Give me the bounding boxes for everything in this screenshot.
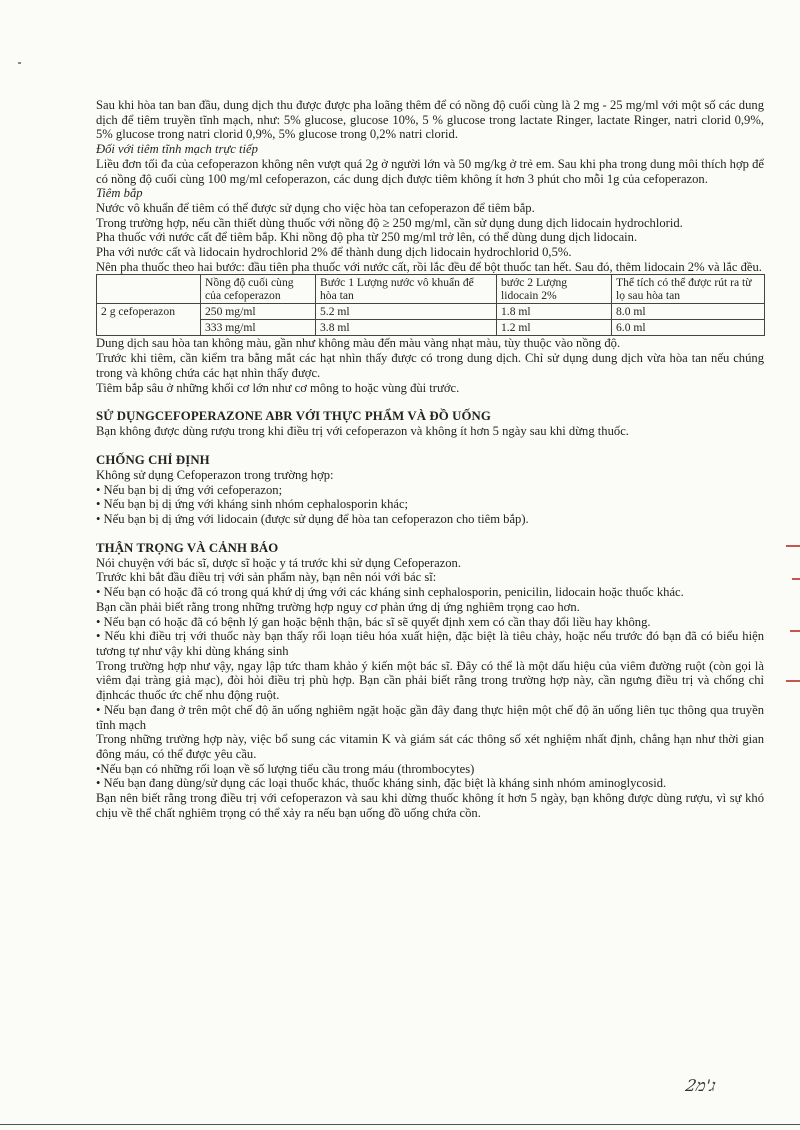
iv-subheading: Đối với tiêm tĩnh mạch trực tiếp (96, 142, 258, 157)
contra-item: • Nếu bạn bị dị ứng với lidocain (được sử dụng để hòa tan cefoperazon cho tiêm bắp). (96, 512, 529, 527)
im-line: Pha với nước cất và lidocain hydrochlorid 2% để thành dung dịch lidocain hydrochlorid 0,5%. (96, 245, 572, 260)
warning-line: Trước khi bắt đầu điều trị với sản phẩm này, bạn nên nói với bác sĩ: (96, 570, 437, 585)
scan-speck (18, 62, 21, 64)
table-cell: 1.2 ml (497, 320, 612, 336)
handwritten-signature: ג'מ2 (684, 1076, 718, 1095)
table-header-cell: Bước 1 Lượng nước vô khuẩn để hòa tan (316, 275, 497, 304)
warning-line: Bạn nên biết rằng trong điều trị với cefoperazon và sau khi dừng thuốc không ít hơn 5 ngày, bạn không được dùng rượu, vì sự khó chịu về thể chất nghiêm trọng có thể xảy ra nếu bạn uống đồ uống chứa cồn. (96, 791, 764, 820)
section-heading-warnings: THẬN TRỌNG VÀ CẢNH BÁO (96, 540, 279, 555)
im-line: Trong trường hợp, nếu cần thiết dùng thuốc với nồng độ ≥ 250 mg/ml, cần sử dụng dung dịch lidocain hydrochlorid. (96, 215, 683, 230)
margin-stamp-fragment (786, 680, 800, 682)
warning-line: • Nếu khi điều trị với thuốc này bạn thấy rối loạn tiêu hóa xuất hiện, đặc biệt là tiêu chảy, hoặc nếu trước đó bạn đã có biểu hiện tương tự như vậy khi dùng kháng sinh (96, 629, 764, 658)
warning-line: •Nếu bạn có những rối loạn về số lượng tiểu cầu trong máu (thrombocytes) (96, 761, 475, 776)
im-line: Nên pha thuốc theo hai bước: đầu tiên pha thuốc với nước cất, rồi lắc đều để bột thuốc tan hết. Sau đó, thêm lidocain 2% và lắc đều. (96, 259, 762, 274)
table-row (97, 304, 765, 320)
table-cell: 8.0 ml (612, 304, 765, 320)
section-heading-contraindications: CHỐNG CHỈ ĐỊNH (96, 452, 210, 467)
table-header-cell (97, 275, 201, 304)
warning-line: Nói chuyện với bác sĩ, dược sĩ hoặc y tá trước khi sử dụng Cefoperazon. (96, 555, 462, 570)
warning-line: • Nếu bạn có hoặc đã có trong quá khứ dị ứng với các kháng sinh cephalosporin, penicilin, lidocain hoặc thuốc khác. (96, 585, 684, 600)
reconstitution-table (96, 274, 765, 336)
after-table-line: Tiêm bắp sâu ở những khối cơ lớn như cơ mông to hoặc vùng đùi trước. (96, 380, 460, 395)
table-header-row (97, 275, 765, 304)
table-cell: 6.0 ml (612, 320, 765, 336)
after-table-line: Dung dịch sau hòa tan không màu, gần như không màu đến màu vàng nhạt màu, tùy thuộc vào nồng độ. (96, 336, 621, 351)
warning-line: • Nếu bạn đang dùng/sử dụng các loại thuốc khác, thuốc kháng sinh, đặc biệt là kháng sinh nhóm aminoglycosid. (96, 776, 667, 791)
margin-stamp-fragment (790, 630, 800, 632)
im-line: Nước vô khuẩn để tiêm có thể được sử dụng cho việc hòa tan cefoperazon để tiêm bắp. (96, 200, 535, 215)
im-line: Pha thuốc với nước cất để tiêm bắp. Khi nồng độ pha từ 250 mg/ml trở lên, có thể dùng dung dịch lidocain. (96, 230, 638, 245)
margin-stamp-fragment (792, 578, 800, 580)
contra-item: • Nếu bạn bị dị ứng với kháng sinh nhóm cephalosporin khác; (96, 497, 409, 512)
table-cell: 5.2 ml (316, 304, 497, 320)
table-cell: 250 mg/ml (201, 304, 316, 320)
warning-line: • Nếu bạn đang ở trên một chế độ ăn uống nghiêm ngặt hoặc gần đây đang thực hiện một chế độ ăn uống liên tục thông qua truyền tĩnh mạch (96, 702, 764, 732)
im-subheading: Tiêm bắp (96, 186, 143, 201)
document-body (96, 98, 764, 820)
section-heading-food: SỬ DỤNGCEFOPERAZONE ABR VỚI THỰC PHẨM VÀ ĐỒ UỐNG (96, 409, 491, 424)
table-cell: 333 mg/ml (201, 320, 316, 336)
page-bottom-rule (0, 1124, 800, 1125)
after-table-line: Trước khi tiêm, cần kiểm tra bằng mắt các hạt nhìn thấy được có trong dung dịch. Chỉ sử dụng dung dịch vừa hòa tan nếu chúng trong và không chứa các hạt nhìn thấy được. (96, 351, 764, 380)
table-header-cell: Nồng độ cuối cùng của cefoperazon (201, 275, 316, 304)
warning-line: Trong trường hợp như vậy, ngay lập tức tham khảo ý kiến một bác sĩ. Đây có thể là một dấu hiệu của viêm đường ruột (còn gọi là viêm đại tràng giả mạc), đòi hỏi điều trị phù hợp. Bạn cần phải biết rằng trong trường hợp này, cần ngưng điều trị và chống chỉ địnhcác thuốc ức chế nhu động ruột. (96, 658, 764, 703)
warning-line: Trong những trường hợp này, việc bổ sung các vitamin K và giám sát các thông số xét nghiệm nhất định, chẳng hạn như thời gian đông máu, có thể được yêu cầu. (96, 732, 764, 761)
table-header-cell: Thể tích có thể được rút ra từ lọ sau hòa tan (612, 275, 765, 304)
table-cell: 1.8 ml (497, 304, 612, 320)
food-paragraph: Bạn không được dùng rượu trong khi điều trị với cefoperazon và không ít hơn 5 ngày sau khi dừng thuốc. (96, 424, 629, 439)
margin-stamp-fragment (786, 545, 800, 547)
table-row-label: 2 g cefoperazon (97, 304, 201, 336)
table-cell: 3.8 ml (316, 320, 497, 336)
warning-line: Bạn cần phải biết rằng trong những trường hợp nguy cơ phản ứng dị ứng nghiêm trọng cao hơn. (96, 599, 580, 614)
table-header-cell: bước 2 Lượng lidocain 2% (497, 275, 612, 304)
iv-paragraph: Liều đơn tối đa của cefoperazon không nên vượt quá 2g ở người lớn và 50 mg/kg ở trẻ em. Sau khi pha trong dung môi thích hợp để có nồng độ cuối cùng 100 mg/ml cefoperazon, các dung dịch được tiêm không ít hơn 3 phút cho mỗi 1g của cefoperazon. (96, 156, 764, 186)
dilution-paragraph: Sau khi hòa tan ban đầu, dung dịch thu được được pha loãng thêm để có nồng độ cuối cùng là 2 mg - 25 mg/ml với một số các dung dịch để tiêm truyền tĩnh mạch, như: 5% glucose, glucose 10%, 5 % glucose trong lactate Ringer, lactate Ringer, natri clorid 0,9%, 5% glucose trong natri clorid 0,9%, 5% glucose trong 0,2% natri clorid. (96, 98, 764, 142)
contra-intro: Không sử dụng Cefoperazon trong trường hợp: (96, 467, 334, 482)
contra-item: • Nếu bạn bị dị ứng với cefoperazon; (96, 482, 283, 497)
warning-line: • Nếu bạn có hoặc đã có bệnh lý gan hoặc bệnh thận, bác sĩ sẽ quyết định xem có cần thay đổi liều hay không. (96, 614, 651, 629)
